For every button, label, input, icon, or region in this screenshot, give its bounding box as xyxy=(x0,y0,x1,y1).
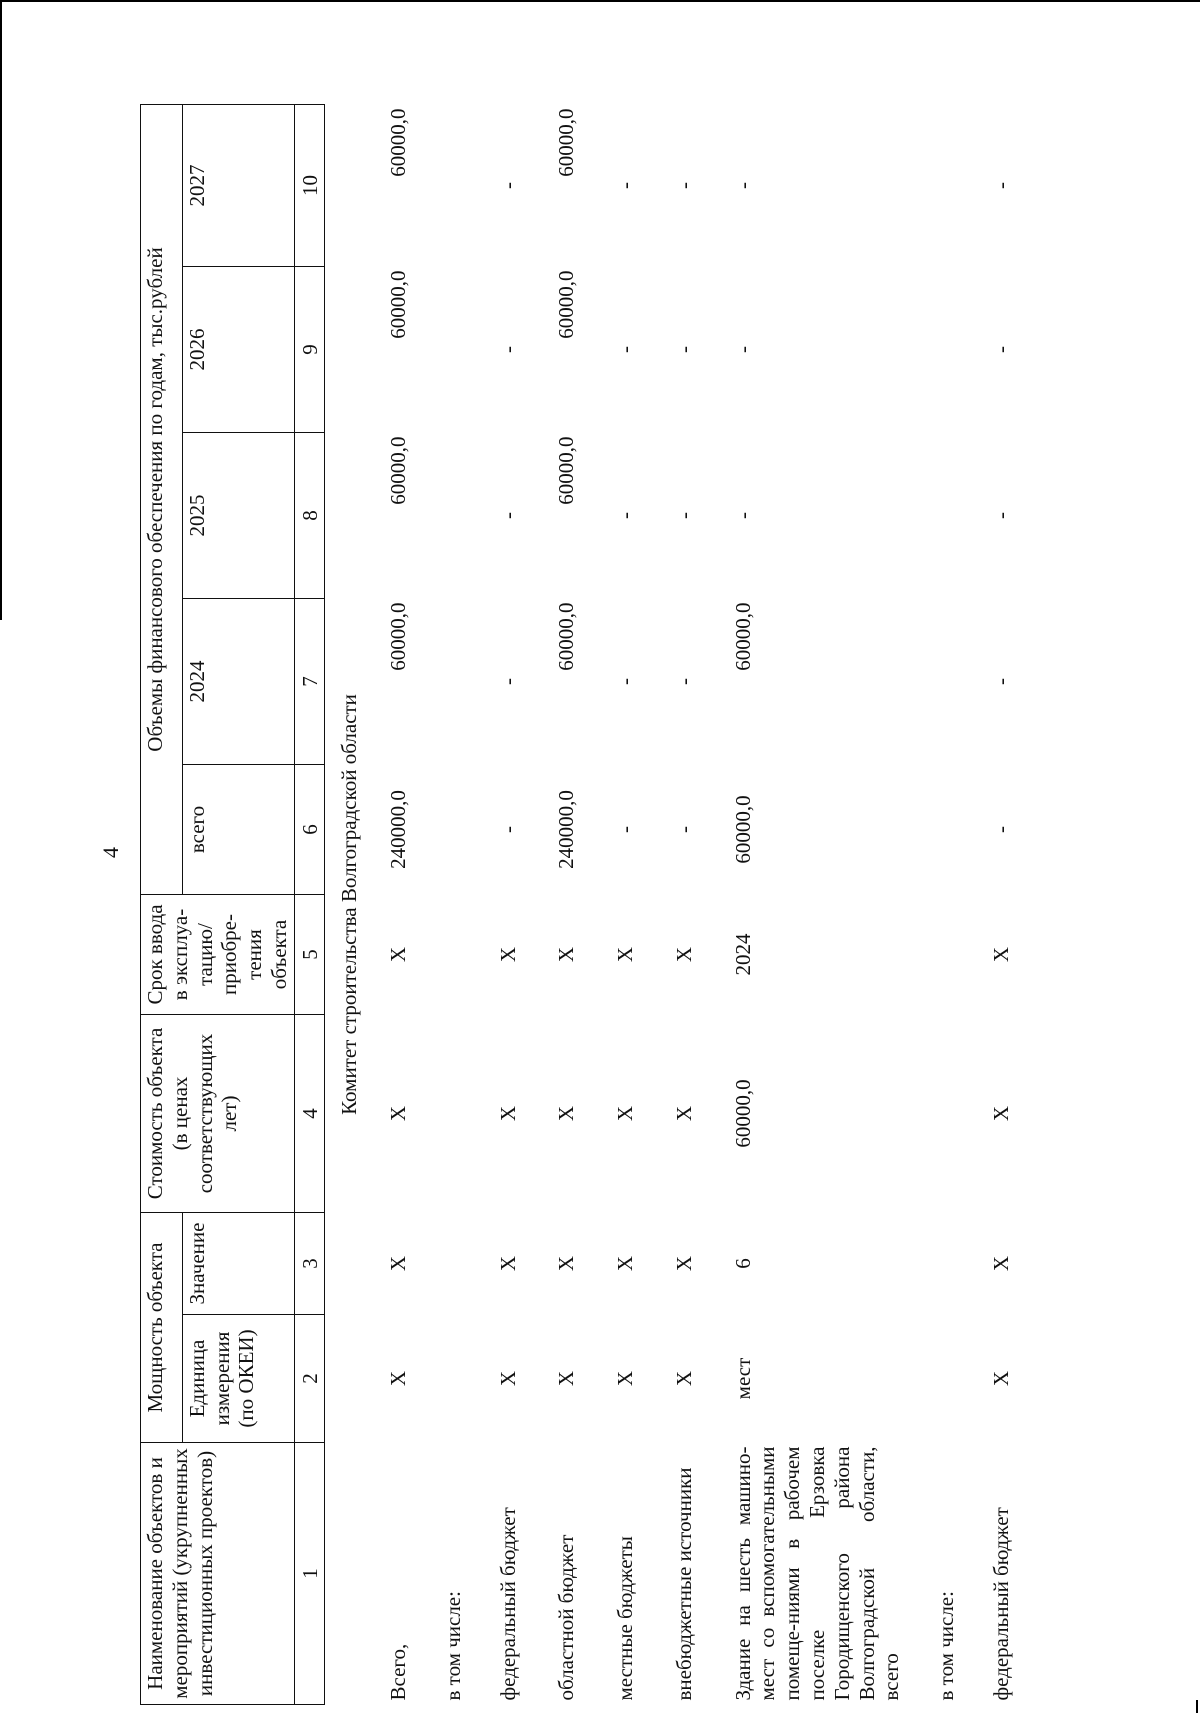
row-2026: - xyxy=(671,346,696,353)
row-name: федеральный бюджет xyxy=(988,1507,1013,1701)
scan-edge-left xyxy=(0,0,2,620)
row-name: федеральный бюджет xyxy=(495,1507,520,1701)
row-2027: 60000,0 xyxy=(554,108,579,177)
row-term xyxy=(920,895,971,1015)
header-unit: Единица измерения (по ОКЕИ) xyxy=(182,1315,294,1443)
row-unit: X xyxy=(671,1370,696,1387)
row-cost: X xyxy=(386,1105,411,1122)
row-unit: X xyxy=(613,1370,638,1387)
header-term: Срок ввода в эксплуа-тацию/ приобре-тения объекта xyxy=(141,895,295,1015)
row-term: 2024 xyxy=(730,933,755,976)
row-total xyxy=(920,765,971,895)
row-unit: X xyxy=(988,1370,1013,1387)
table-row xyxy=(368,104,427,1704)
row-2027: - xyxy=(988,181,1013,189)
row-name: местные бюджеты xyxy=(613,1536,638,1701)
row-2026: - xyxy=(613,346,638,353)
row-cost: X xyxy=(495,1105,520,1122)
row-total: - xyxy=(671,826,696,833)
row-2024 xyxy=(427,599,478,765)
row-2026 xyxy=(427,267,478,433)
header-year-2024: 2024 xyxy=(182,599,294,765)
row-unit: X xyxy=(386,1370,411,1387)
table-row xyxy=(536,104,595,1704)
row-term: X xyxy=(613,946,638,963)
row-2026: - xyxy=(730,346,755,353)
row-2025 xyxy=(427,433,478,599)
row-2024: - xyxy=(613,678,638,685)
row-2025: 60000,0 xyxy=(554,436,579,505)
row-2027: - xyxy=(671,181,696,189)
row-2027: - xyxy=(495,181,520,189)
header-capacity: Мощность объекта xyxy=(141,1213,183,1443)
row-value: X xyxy=(988,1255,1013,1272)
row-total xyxy=(427,765,478,895)
row-term: X xyxy=(554,946,579,963)
row-cost: X xyxy=(671,1105,696,1122)
row-2027: - xyxy=(730,181,755,189)
column-number: 5 xyxy=(294,895,325,1015)
table-row xyxy=(920,104,971,1704)
row-total: - xyxy=(988,826,1013,833)
scan-edge-top xyxy=(0,0,1200,2)
column-number: 2 xyxy=(294,1315,325,1443)
table-row xyxy=(654,104,713,1704)
table-row xyxy=(713,104,920,1704)
row-2025: 60000,0 xyxy=(386,436,411,505)
row-2026: - xyxy=(495,346,520,353)
row-2024: - xyxy=(988,678,1013,685)
row-name: Всего, xyxy=(386,1643,411,1701)
row-value: X xyxy=(671,1255,696,1272)
table-row xyxy=(971,104,1030,1704)
row-value: X xyxy=(613,1255,638,1272)
row-2024: 60000,0 xyxy=(554,602,579,671)
header-value: Значение xyxy=(182,1213,294,1315)
row-total: - xyxy=(613,826,638,833)
row-unit: X xyxy=(495,1370,520,1387)
row-unit: X xyxy=(554,1370,579,1387)
financing-table xyxy=(140,104,1030,1705)
row-total: - xyxy=(495,826,520,833)
column-number: 9 xyxy=(294,267,325,433)
row-name: Здание на шесть машино-мест со вспомогательными помеще-ниями в рабочем поселке Ерзовка Городищенского района Волгоградской области, всего xyxy=(730,1446,904,1701)
column-number: 8 xyxy=(294,433,325,599)
table-row xyxy=(478,104,537,1704)
row-2026 xyxy=(920,267,971,433)
organization-name: Комитет строительства Волгоградской области xyxy=(337,694,362,1115)
row-term: X xyxy=(386,946,411,963)
row-name: областной бюджет xyxy=(554,1534,579,1701)
row-2026: 60000,0 xyxy=(386,270,411,339)
row-total: 60000,0 xyxy=(730,795,755,864)
scan-edge-right xyxy=(1196,1700,1198,1713)
row-2024: - xyxy=(495,678,520,685)
row-2027: 60000,0 xyxy=(386,108,411,177)
row-2025: - xyxy=(730,512,755,519)
header-name: Наименование объектов и мероприятий (укрупненных инвестиционных проектов) xyxy=(141,1443,295,1705)
row-2025 xyxy=(920,433,971,599)
row-cost: X xyxy=(554,1105,579,1122)
header-year-2026: 2026 xyxy=(182,267,294,433)
row-unit xyxy=(920,1315,971,1443)
row-2026: - xyxy=(988,346,1013,353)
row-2025: - xyxy=(988,512,1013,519)
row-unit: мест xyxy=(730,1357,755,1400)
column-number: 4 xyxy=(294,1015,325,1213)
column-numbers-row xyxy=(294,104,325,1704)
row-value xyxy=(427,1213,478,1315)
row-2024 xyxy=(920,599,971,765)
row-2027: - xyxy=(613,181,638,189)
row-2027 xyxy=(920,104,971,266)
row-2024: 60000,0 xyxy=(730,602,755,671)
organization-row xyxy=(325,104,368,1704)
row-name: внебюджетные источники xyxy=(671,1467,696,1701)
header-year-2025: 2025 xyxy=(182,433,294,599)
row-value: X xyxy=(554,1255,579,1272)
column-number: 6 xyxy=(294,765,325,895)
row-2024: - xyxy=(671,678,696,685)
page-number: 4 xyxy=(98,847,123,858)
row-value: X xyxy=(495,1255,520,1272)
row-term: X xyxy=(988,946,1013,963)
row-cost: X xyxy=(613,1105,638,1122)
header-cost: Стоимость объекта (в ценах соответствующих лет) xyxy=(141,1015,295,1213)
column-number: 3 xyxy=(294,1213,325,1315)
column-number: 7 xyxy=(294,599,325,765)
header-finance: Объемы финансового обеспечения по годам, тыс.рублей xyxy=(141,104,183,894)
header-year-2027: 2027 xyxy=(182,104,294,266)
header-total: всего xyxy=(182,765,294,895)
row-2025: - xyxy=(671,512,696,519)
row-cost: 60000,0 xyxy=(730,1079,755,1148)
row-term: X xyxy=(671,946,696,963)
row-value xyxy=(920,1213,971,1315)
row-value: 6 xyxy=(730,1258,755,1269)
row-name: в том числе: xyxy=(934,1591,959,1701)
column-number: 1 xyxy=(294,1443,325,1705)
row-term xyxy=(427,895,478,1015)
row-total: 240000,0 xyxy=(386,790,411,869)
row-name: в том числе: xyxy=(440,1591,465,1701)
table-row xyxy=(427,104,478,1704)
row-cost: X xyxy=(988,1105,1013,1122)
row-term: X xyxy=(495,946,520,963)
row-2026: 60000,0 xyxy=(554,270,579,339)
row-total: 240000,0 xyxy=(554,790,579,869)
row-cost xyxy=(427,1015,478,1213)
row-value: X xyxy=(386,1255,411,1272)
row-unit xyxy=(427,1315,478,1443)
rotated-table-sheet xyxy=(140,105,1080,1705)
table-row xyxy=(595,104,654,1704)
row-2027 xyxy=(427,104,478,266)
row-2024: 60000,0 xyxy=(386,602,411,671)
row-2025: - xyxy=(613,512,638,519)
row-2025: - xyxy=(495,512,520,519)
row-cost xyxy=(920,1015,971,1213)
column-number: 10 xyxy=(294,104,325,266)
